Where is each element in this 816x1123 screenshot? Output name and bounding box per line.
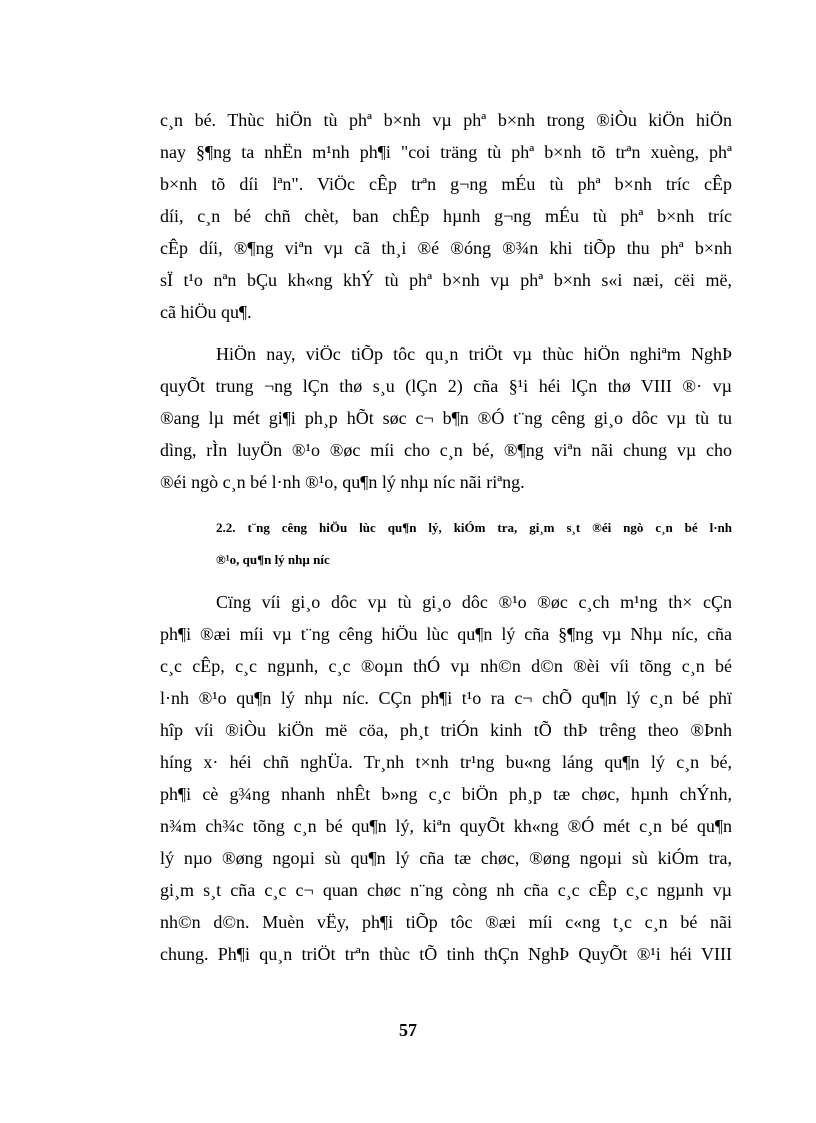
heading-line: 2.2. t¨ng cêng hiÖu lùc qu¶n lý, kiÓm tra, gi¸m s¸t ®éi ngò c¸n bé l·nh: [216, 520, 732, 535]
paragraph-line: n¾m ch¾c tõng c¸n bé qu¶n lý, kiªn quyÕt kh«ng ®Ó mét c¸n bé qu¶n: [160, 816, 732, 836]
paragraph-line: cã hiÖu qu¶.: [160, 302, 252, 322]
paragraph-line: b×nh tõ díi lªn". ViÖc cÊp trªn g¬ng mÉu tù phª b×nh tríc cÊp: [160, 174, 732, 194]
paragraph-line: sÏ t¹o nªn bÇu kh«ng khÝ tù phª b×nh vµ phª b×nh s«i næi, cëi më,: [160, 270, 732, 290]
paragraph-2: [160, 338, 732, 498]
paragraph-line: nay §¶ng ta nhËn m¹nh ph¶i "coi träng tù phª b×nh tõ trªn xuèng, phª: [160, 142, 732, 162]
paragraph-line: Cïng víi gi¸o dôc vµ tù gi¸o dôc ®¹o ®øc c¸ch m¹ng th× cÇn: [216, 592, 732, 612]
paragraph-1: [160, 104, 732, 328]
paragraph-line: ®éi ngò c¸n bé l·nh ®¹o, qu¶n lý nhµ níc nãi riªng.: [160, 472, 525, 492]
paragraph-line: ®ang lµ mét gi¶i ph¸p hÕt søc c¬ b¶n ®Ó t¨ng cêng gi¸o dôc vµ tù tu: [160, 408, 732, 428]
paragraph-line: nh©n d©n. Muèn vËy, ph¶i tiÕp tôc ®æi míi c«ng t¸c c¸n bé nãi: [160, 912, 732, 932]
paragraph-line: dìng, rÌn luyÖn ®¹o ®øc míi cho c¸n bé, ®¶ng viªn nãi chung vµ cho: [160, 440, 732, 460]
paragraph-line: c¸c cÊp, c¸c ngµnh, c¸c ®oµn thÓ vµ nh©n d©n ®èi víi tõng c¸n bé: [160, 656, 732, 676]
paragraph-line: chung. Ph¶i qu¸n triÖt trªn thùc tÕ tinh thÇn NghÞ QuyÕt ®¹i héi VIII: [160, 944, 732, 964]
paragraph-line: ph¶i cè g¾ng nhanh nhÊt b»ng c¸c biÖn ph¸p tæ chøc, hµnh chÝnh,: [160, 784, 732, 804]
paragraph-line: gi¸m s¸t cña c¸c c¬ quan chøc n¨ng còng nh cña c¸c cÊp c¸c ngµnh vµ: [160, 880, 732, 900]
section-heading: [216, 512, 732, 576]
paragraph-line: hîp víi ®iÒu kiÖn më cöa, ph¸t triÓn kinh tÕ thÞ trêng theo ®Þnh: [160, 720, 732, 740]
paragraph-line: quyÕt trung ¬ng lÇn thø s¸u (lÇn 2) cña §¹i héi lÇn thø VIII ®· vµ: [160, 376, 732, 396]
paragraph-line: ph¶i ®æi míi vµ t¨ng cêng hiÖu lùc qu¶n lý cña §¶ng vµ Nhµ níc, cña: [160, 624, 732, 644]
paragraph-line: l·nh ®¹o qu¶n lý nhµ níc. CÇn ph¶i t¹o ra c¬ chÕ qu¶n lý c¸n bé phï: [160, 688, 732, 708]
heading-line: ®¹o, qu¶n lý nhµ níc: [216, 552, 330, 567]
paragraph-3: [160, 586, 732, 970]
paragraph-line: cÊp díi, ®¶ng viªn vµ cã th¸i ®é ®óng ®¾n khi tiÕp thu phª b×nh: [160, 238, 732, 258]
paragraph-line: HiÖn nay, viÖc tiÕp tôc qu¸n triÖt vµ thùc hiÖn nghiªm NghÞ: [216, 344, 732, 364]
paragraph-line: c¸n bé. Thùc hiÖn tù phª b×nh vµ phª b×nh trong ®iÒu kiÖn hiÖn: [160, 110, 732, 130]
paragraph-line: lý nµo ®øng ngoµi sù qu¶n lý cña tæ chøc, ®øng ngoµi sù kiÓm tra,: [160, 848, 732, 868]
page-number: 57: [399, 1020, 417, 1040]
paragraph-line: híng x· héi chñ nghÜa. Tr¸nh t×nh tr¹ng bu«ng láng qu¶n lý c¸n bé,: [160, 752, 732, 772]
paragraph-line: díi, c¸n bé chñ chèt, ban chÊp hµnh g¬ng mÉu tù phª b×nh tríc: [160, 206, 732, 226]
